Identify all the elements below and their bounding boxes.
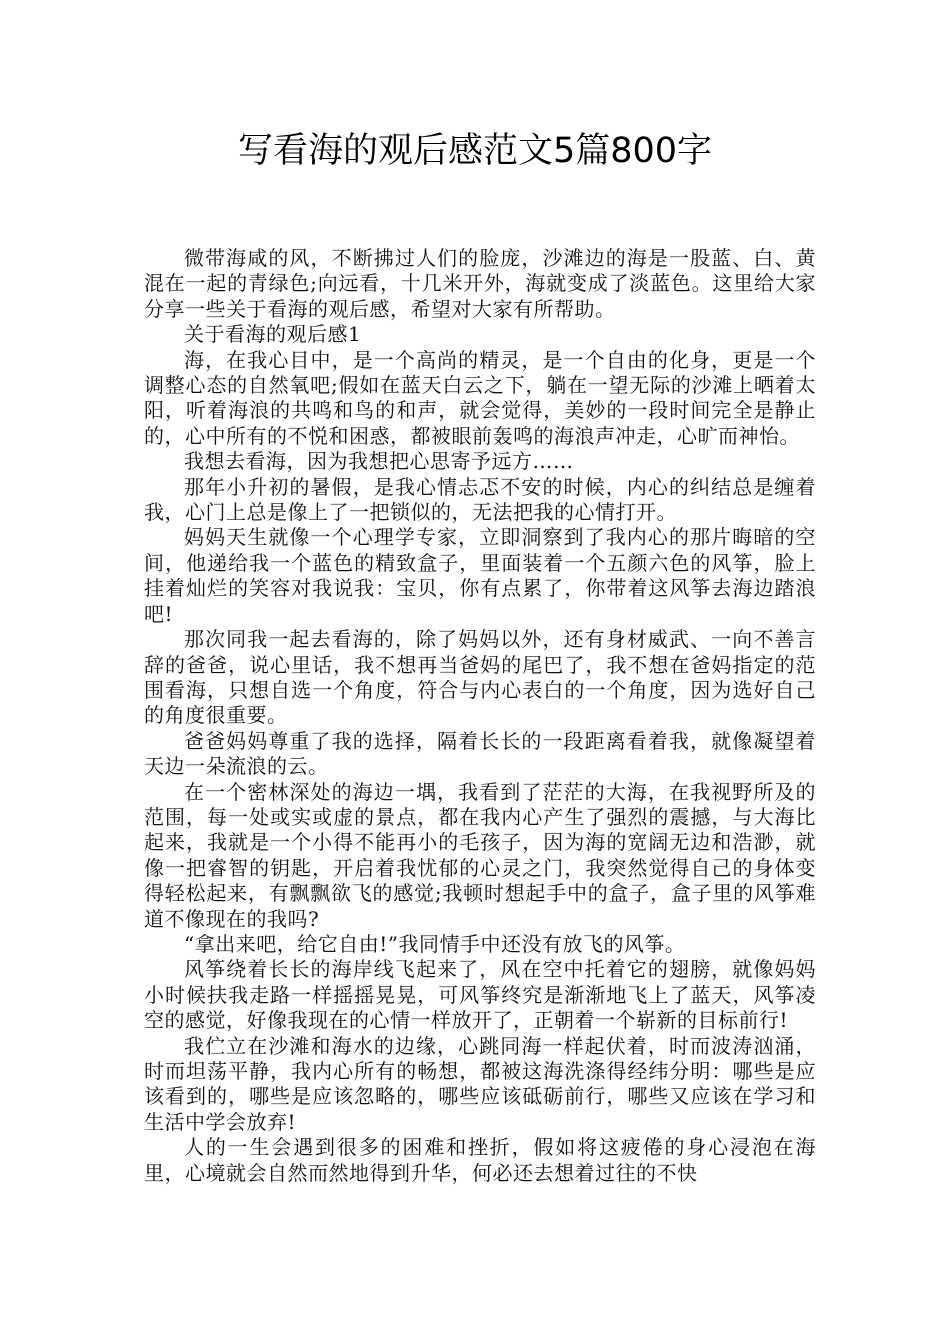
paragraph-intro: 微带海咸的风，不断拂过人们的脸庞，沙滩边的海是一股蓝、白、黄混在一起的青绿色;向远看，十几米开外，海就变成了淡蓝色。这里给大家分享一些关于看海的观后感，希望对大家有所帮助。 <box>144 246 816 321</box>
paragraph: 那年小升初的暑假，是我心情忐忑不安的时候，内心的纠结总是缠着我，心门上总是像上了一把锁似的，无法把我的心情打开。 <box>144 474 816 525</box>
paragraph: 妈妈天生就像一个心理学专家，立即洞察到了我内心的那片晦暗的空间，他递给我一个蓝色的精致盒子，里面装着一个五颜六色的风筝，脸上挂着灿烂的笑容对我说我：宝贝，你有点累了，你带着这风筝去海边踏浪吧! <box>144 525 816 626</box>
paragraph: 我伫立在沙滩和海水的边缘，心跳同海一样起伏着，时而波涛汹涌，时而坦荡平静，我内心所有的畅想，都被这海洗涤得经纬分明：哪些是应该看到的，哪些是应该忽略的，哪些应该砥砺前行，哪些又应该在学习和生活中学会放弃! <box>144 1033 816 1134</box>
paragraph: 海，在我心目中，是一个高尚的精灵，是一个自由的化身，更是一个调整心态的自然氧吧;假如在蓝天白云之下，躺在一望无际的沙滩上晒着太阳，听着海浪的共鸣和鸟的和声，就会觉得，美妙的一段时间完全是静止的，心中所有的不悦和困惑，都被眼前轰鸣的海浪声冲走，心旷而神怡。 <box>144 347 816 448</box>
paragraph: 在一个密林深处的海边一堣，我看到了茫茫的大海，在我视野所及的范围，每一处或实或虚的景点，都在我内心产生了强烈的震撼，与大海比起来，我就是一个小得不能再小的毛孩子，因为海的宽阔无边和浩渺，就像一把睿智的钥匙，开启着我忧郁的心灵之门，我突然觉得自己的身体变得轻松起来，有飘飘欲飞的感觉;我顿时想起手中的盒子，盒子里的风筝难道不像现在的我吗? <box>144 779 816 931</box>
paragraph: 我想去看海，因为我想把心思寄予远方…… <box>184 449 574 474</box>
paragraph: 风筝绕着长长的海岸线飞起来了，风在空中托着它的翅膀，就像妈妈小时候扶我走路一样摇摇晃晃，可风筝终究是渐渐地飞上了蓝天，风筝凌空的感觉，好像我现在的心情一样放开了，正朝着一个崭新的目标前行! <box>144 957 816 1033</box>
paragraph: 人的一生会遇到很多的困难和挫折，假如将这疲倦的身心浸泡在海里，心境就会自然而然地得到升华，何必还去想着过往的不快 <box>144 1135 816 1185</box>
paragraph: “拿出来吧，给它自由!”我同情手中还没有放飞的风筝。 <box>184 931 686 956</box>
document-title: 写看海的观后感范文5篇800字 <box>237 131 713 171</box>
section-heading: 关于看海的观后感1 <box>184 322 362 347</box>
paragraph: 那次同我一起去看海的，除了妈妈以外，还有身材威武、一向不善言辞的爸爸，说心里话，我不想再当爸妈的尾巴了，我不想在爸妈指定的范围看海，只想自选一个角度，符合与内心表白的一个角度，因为选好自己的角度很重要。 <box>144 627 816 728</box>
document-body <box>144 246 816 1186</box>
paragraph: 爸爸妈妈尊重了我的选择，隔着长长的一段距离看着我，就像凝望着天边一朵流浪的云。 <box>144 728 816 779</box>
